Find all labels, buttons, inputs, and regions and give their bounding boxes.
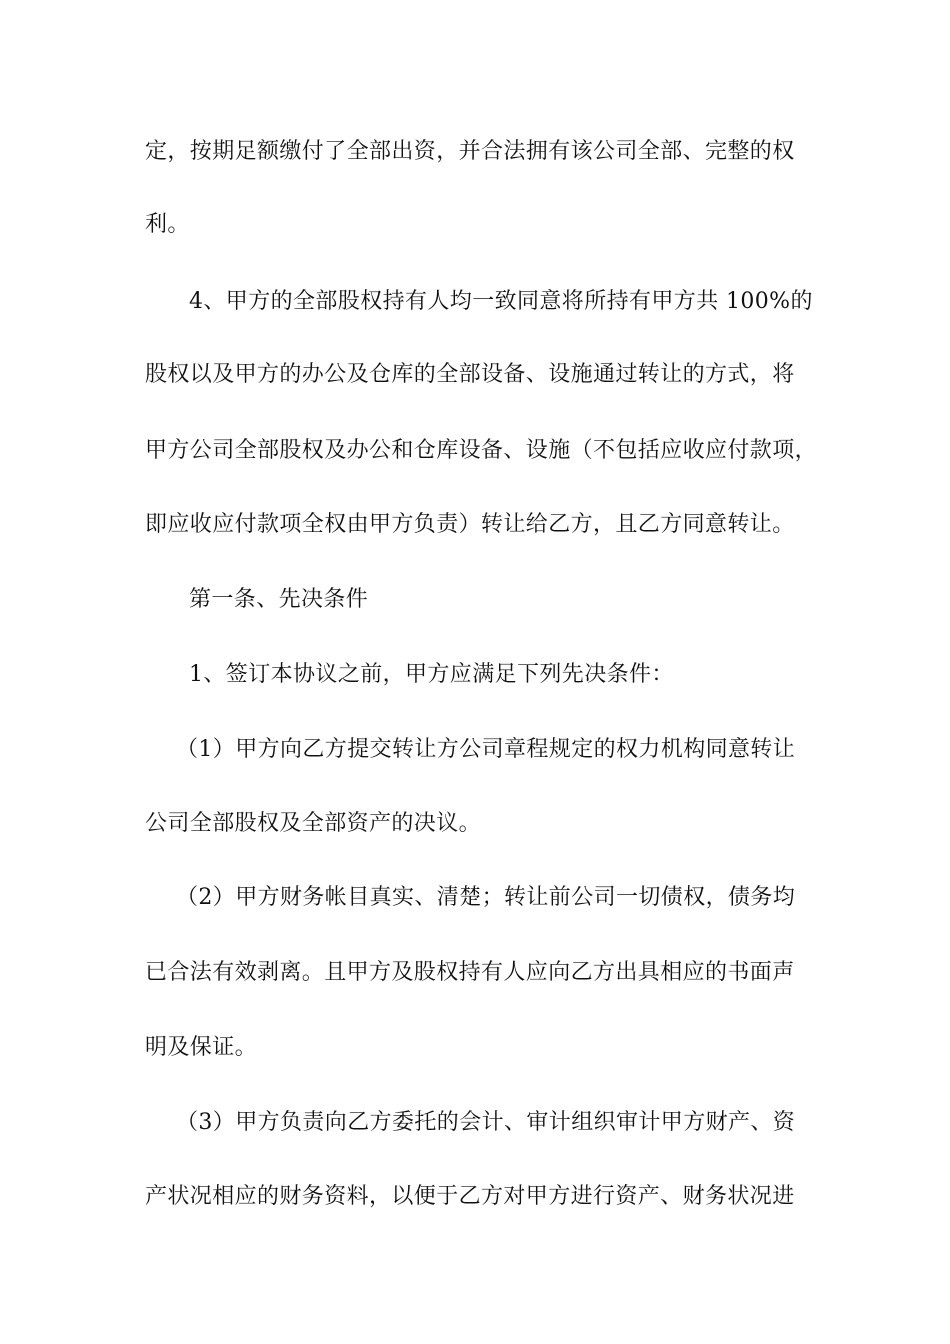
paragraph-line: （2）甲方财务帐目真实、清楚；转让前公司一切债权，债务均 [176, 885, 796, 910]
paragraph-line: 公司全部股权及全部资产的决议。 [145, 811, 482, 836]
paragraph-line: 1、签订本协议之前，甲方应满足下列先决条件： [189, 662, 674, 687]
section-heading: 第一条、先决条件 [189, 587, 369, 612]
paragraph-line: 甲方公司全部股权及办公和仓库设备、设施（不包括应收应付款项， [145, 438, 818, 463]
paragraph-line: 产状况相应的财务资料，以便于乙方对甲方进行资产、财务状况进 [145, 1184, 795, 1209]
paragraph-line: 即应收应付款项全权由甲方负责）转让给乙方，且乙方同意转让。 [145, 512, 795, 537]
paragraph-line: 定，按期足额缴付了全部出资，并合法拥有该公司全部、完整的权 [145, 139, 795, 164]
paragraph-line: 股权以及甲方的办公及仓库的全部设备、设施通过转让的方式，将 [145, 362, 795, 387]
paragraph-line: 4、甲方的全部股权持有人均一致同意将所持有甲方共 100%的 [189, 289, 813, 314]
paragraph-line: （3）甲方负责向乙方委托的会计、审计组织审计甲方财产、资 [176, 1110, 796, 1135]
paragraph-line: 已合法有效剥离。且甲方及股权持有人应向乙方出具相应的书面声 [145, 960, 795, 985]
paragraph-line: 利。 [145, 212, 190, 237]
paragraph-line: （1）甲方向乙方提交转让方公司章程规定的权力机构同意转让 [176, 737, 796, 762]
paragraph-line: 明及保证。 [145, 1035, 258, 1060]
